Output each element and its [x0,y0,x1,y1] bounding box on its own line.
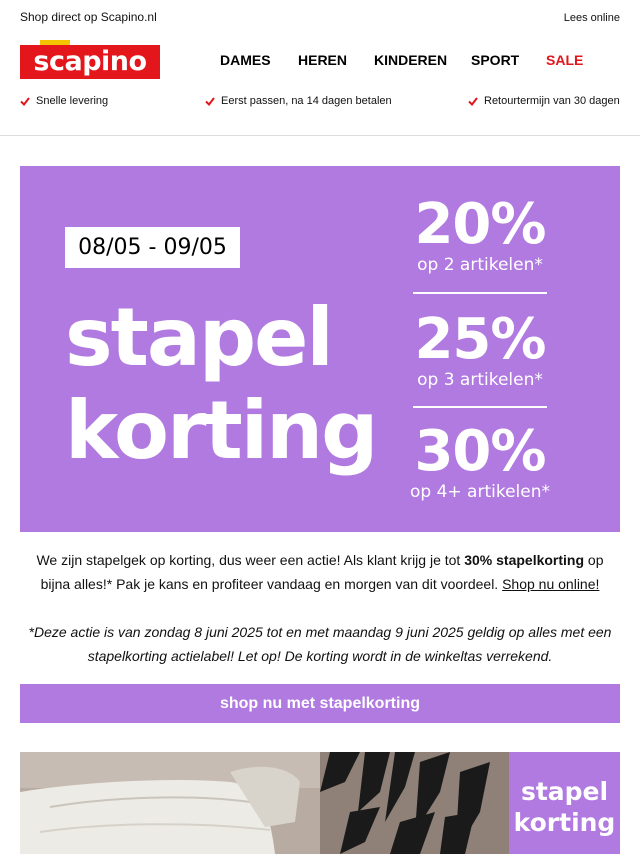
sneaker-photo [20,752,509,854]
tier-percentage: 25% [414,307,546,372]
usp-fast-delivery [20,95,108,107]
check-icon [468,97,478,106]
intro-text-continued: op bijna alles!* Pak je kans en profiteer vandaag en morgen van dit voordeel. [40,552,604,592]
tier-percentage: 20% [414,192,546,257]
date-badge [65,227,240,268]
date-range: 08/05 - 09/05 [78,235,227,260]
discount-tier-1 [405,192,555,275]
nav-item-heren[interactable]: HEREN [298,52,348,68]
shop-direct-text[interactable]: Shop direct op Scapino.nl [20,10,157,24]
tier-divider [413,406,547,408]
headline-korting: korting [65,384,377,477]
check-icon [20,97,30,106]
discount-tier-3 [405,419,555,502]
stapelkorting-tag [509,752,620,854]
usp-label: Eerst passen, na 14 dagen betalen [221,95,392,107]
disclaimer-paragraph: *Deze actie is van zondag 8 juni 2025 tot en met maandag 9 juni 2025 geldig op alles met een stapelkorting actielabel! Let op! De korting wordt in de winkeltas verrekend. [28,624,612,664]
top-bar [0,0,640,34]
tier-divider [413,292,547,294]
tier-condition: op 4+ artikelen* [409,482,550,502]
shop-now-button[interactable]: shop nu met stapelkorting [20,684,620,723]
shop-online-link[interactable]: Shop nu online! [502,576,600,592]
tier-condition: op 3 artikelen* [417,370,543,390]
tier-percentage: 30% [414,419,546,484]
headline-stapel: stapel [65,291,332,384]
nav-item-sale[interactable]: SALE [546,52,584,68]
nav-item-dames[interactable]: DAMES [220,52,271,68]
promo-banner[interactable] [20,166,620,532]
intro-highlight: 30% stapelkorting [464,552,585,568]
read-online-link[interactable]: Lees online [563,12,620,24]
tag-line-1: stapel [520,777,609,806]
logo-wordmark: scapino [33,46,147,77]
usp-return-period [468,95,620,107]
discount-tier-2 [405,307,555,390]
usp-label: Snelle levering [36,95,109,107]
usp-pay-later [205,95,392,107]
check-icon [205,97,215,106]
header-divider [0,135,640,136]
tier-condition: op 2 artikelen* [417,255,543,275]
product-photo-banner[interactable] [20,752,620,854]
nav-item-kinderen[interactable]: KINDEREN [374,52,448,68]
scapino-logo[interactable] [20,40,160,79]
intro-paragraph [20,548,620,596]
nav-item-sport[interactable]: SPORT [471,52,520,68]
tag-line-2: korting [513,808,616,837]
intro-text: We zijn stapelgek op korting, dus weer een actie! Als klant krijg je tot [36,552,465,568]
usp-label: Retourtermijn van 30 dagen [484,95,620,107]
